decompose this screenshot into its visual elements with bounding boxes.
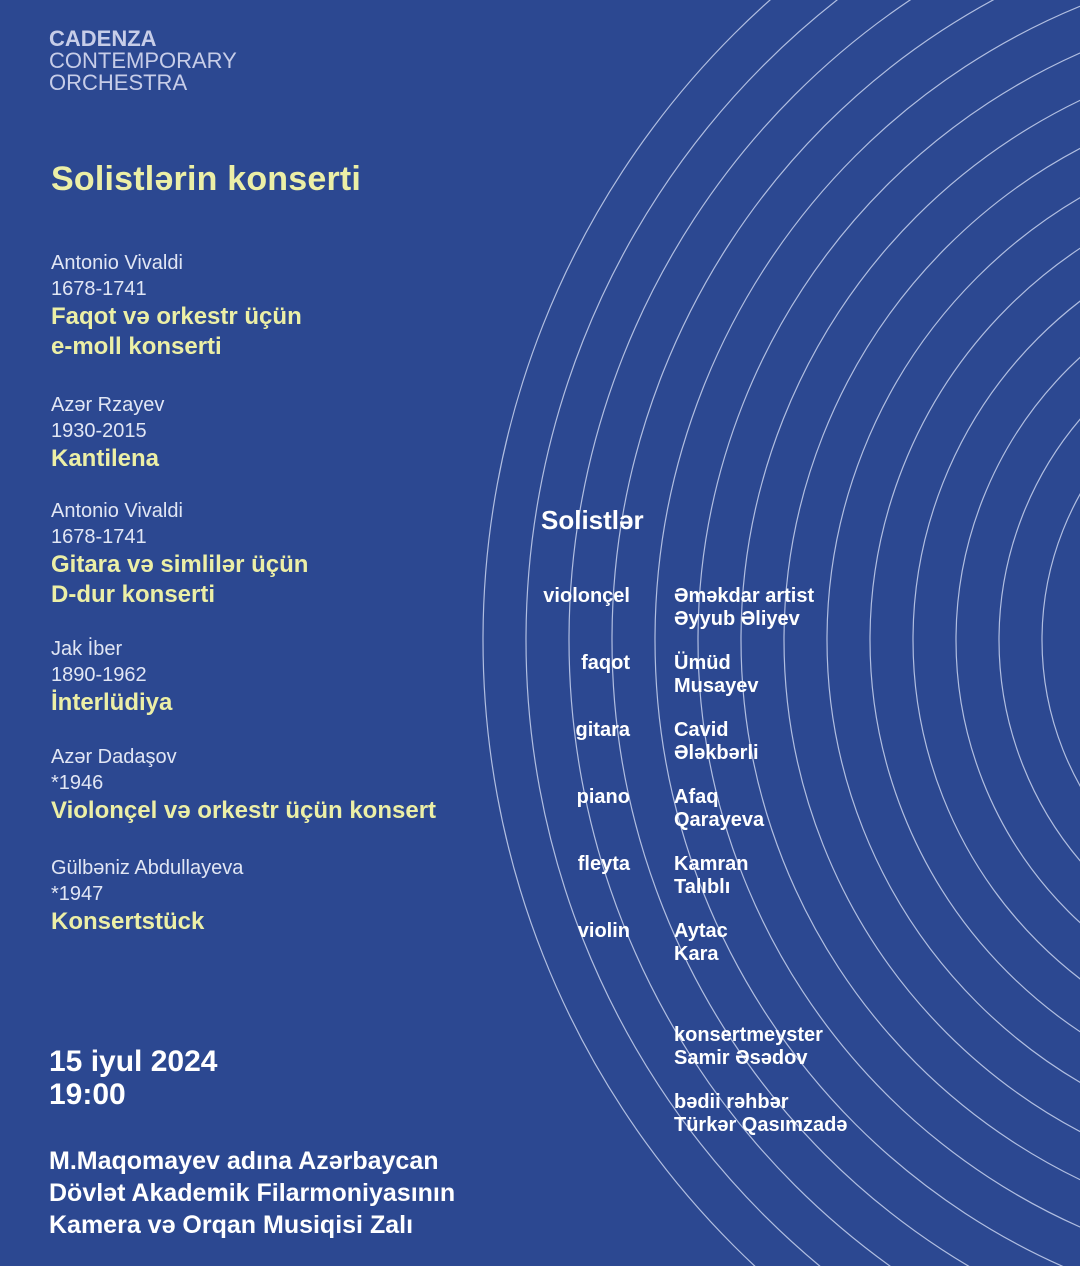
- composer-name: Gülbəniz Abdullayeva: [51, 857, 244, 879]
- soloist-name-line1: Aytac: [674, 920, 728, 942]
- program-item: [51, 498, 308, 610]
- venue-line1: M.Maqomayev adına Azərbaycan: [49, 1147, 439, 1175]
- soloist-name: [674, 719, 759, 765]
- artistic-director-credit: [674, 1091, 847, 1137]
- ring-arc: [784, 84, 1080, 1196]
- artistic-director-label: bədii rəhbər: [674, 1091, 789, 1113]
- composer-name: Azər Rzayev: [51, 394, 165, 416]
- soloist-name-line2: Kara: [674, 943, 719, 965]
- soloist-name-line2: Əyyub Əliyev: [674, 608, 800, 630]
- ring-arc: [913, 213, 1080, 1067]
- composer-years: 1890-1962: [51, 664, 147, 686]
- soloist-name: [674, 786, 764, 832]
- composer-years: *1947: [51, 883, 104, 905]
- instrument-label: faqot: [581, 652, 630, 674]
- composer-years: 1678-1741: [51, 278, 147, 300]
- program-item: [51, 636, 172, 718]
- program-item: [51, 744, 436, 826]
- instrument-label: violonçel: [543, 585, 630, 607]
- work-title: Violonçel və orkestr üçün konsert: [51, 797, 437, 824]
- program-item: [51, 250, 302, 362]
- ring-arc: [526, 0, 1080, 1266]
- event-time: 19:00: [49, 1078, 126, 1111]
- work-title: Kantilena: [51, 445, 160, 472]
- composer-name: Antonio Vivaldi: [51, 500, 183, 522]
- work-title: Faqot və orkestr üçün: [51, 303, 302, 330]
- program-item: [51, 392, 164, 474]
- composer-years: 1678-1741: [51, 526, 147, 548]
- concert-title: Solistlərin konserti: [51, 160, 362, 198]
- work-title-line2: e-moll konserti: [51, 333, 222, 360]
- venue-line3: Kamera və Orqan Musiqisi Zalı: [49, 1211, 414, 1239]
- event-date: 15 iyul 2024: [49, 1045, 218, 1078]
- ring-arc: [612, 0, 1080, 1266]
- work-title-line2: D-dur konserti: [51, 581, 216, 608]
- ring-arc: [956, 256, 1080, 1024]
- ring-arc: [870, 170, 1080, 1110]
- soloist-name-line2: Ələkbərli: [674, 742, 759, 764]
- soloist-name: [674, 652, 759, 698]
- logo-line-contemporary: CONTEMPORARY: [49, 48, 237, 73]
- ring-arc: [483, 0, 1080, 1266]
- ring-arc: [655, 0, 1080, 1266]
- composer-name: Azər Dadaşov: [51, 746, 177, 768]
- concertmaster-name: Samir Əsədov: [674, 1047, 808, 1069]
- soloist-name: [674, 853, 748, 899]
- composer-years: *1946: [51, 772, 104, 794]
- ring-arc: [698, 0, 1080, 1266]
- soloist-name-line1: Kamran: [674, 853, 749, 875]
- soloist-name-line2: Qarayeva: [674, 809, 765, 831]
- logo-line-cadenza: CADENZA: [49, 26, 157, 51]
- event-datetime: [49, 1045, 217, 1111]
- concertmaster-credit: [674, 1024, 823, 1070]
- instrument-label: gitara: [575, 719, 630, 741]
- composer-name: Antonio Vivaldi: [51, 252, 183, 274]
- ring-arc: [1042, 342, 1080, 938]
- soloist-name-line1: Əməkdar artist: [674, 585, 815, 607]
- soloist-name: [674, 920, 728, 966]
- soloist-name-line2: Talıblı: [674, 876, 731, 898]
- work-title: İnterlüdiya: [51, 689, 173, 716]
- soloist-name: [674, 585, 814, 631]
- composer-years: 1930-2015: [51, 420, 147, 442]
- event-venue: [49, 1145, 455, 1241]
- soloist-name-line2: Musayev: [674, 675, 759, 697]
- program-item: [51, 855, 243, 937]
- venue-line2: Dövlət Akademik Filarmoniyasının: [49, 1179, 456, 1207]
- concertmaster-label: konsertmeyster: [674, 1024, 823, 1046]
- soloist-name-line1: Afaq: [674, 786, 719, 808]
- work-title: Gitara və simlilər üçün: [51, 551, 309, 578]
- soloists-heading: Solistlər: [541, 505, 644, 535]
- logo-line-orchestra: ORCHESTRA: [49, 70, 188, 95]
- instrument-label: piano: [576, 786, 630, 808]
- instrument-label: fleyta: [577, 853, 630, 875]
- ring-arc: [569, 0, 1080, 1266]
- orchestra-logo: [49, 28, 237, 94]
- composer-name: Jak İber: [51, 638, 123, 660]
- instrument-label: violin: [577, 920, 630, 942]
- artistic-director-name: Türkər Qasımzadə: [674, 1114, 848, 1136]
- soloist-name-line1: Ümüd: [674, 652, 731, 674]
- soloist-name-line1: Cavid: [674, 719, 729, 741]
- work-title: Konsertstück: [51, 908, 205, 935]
